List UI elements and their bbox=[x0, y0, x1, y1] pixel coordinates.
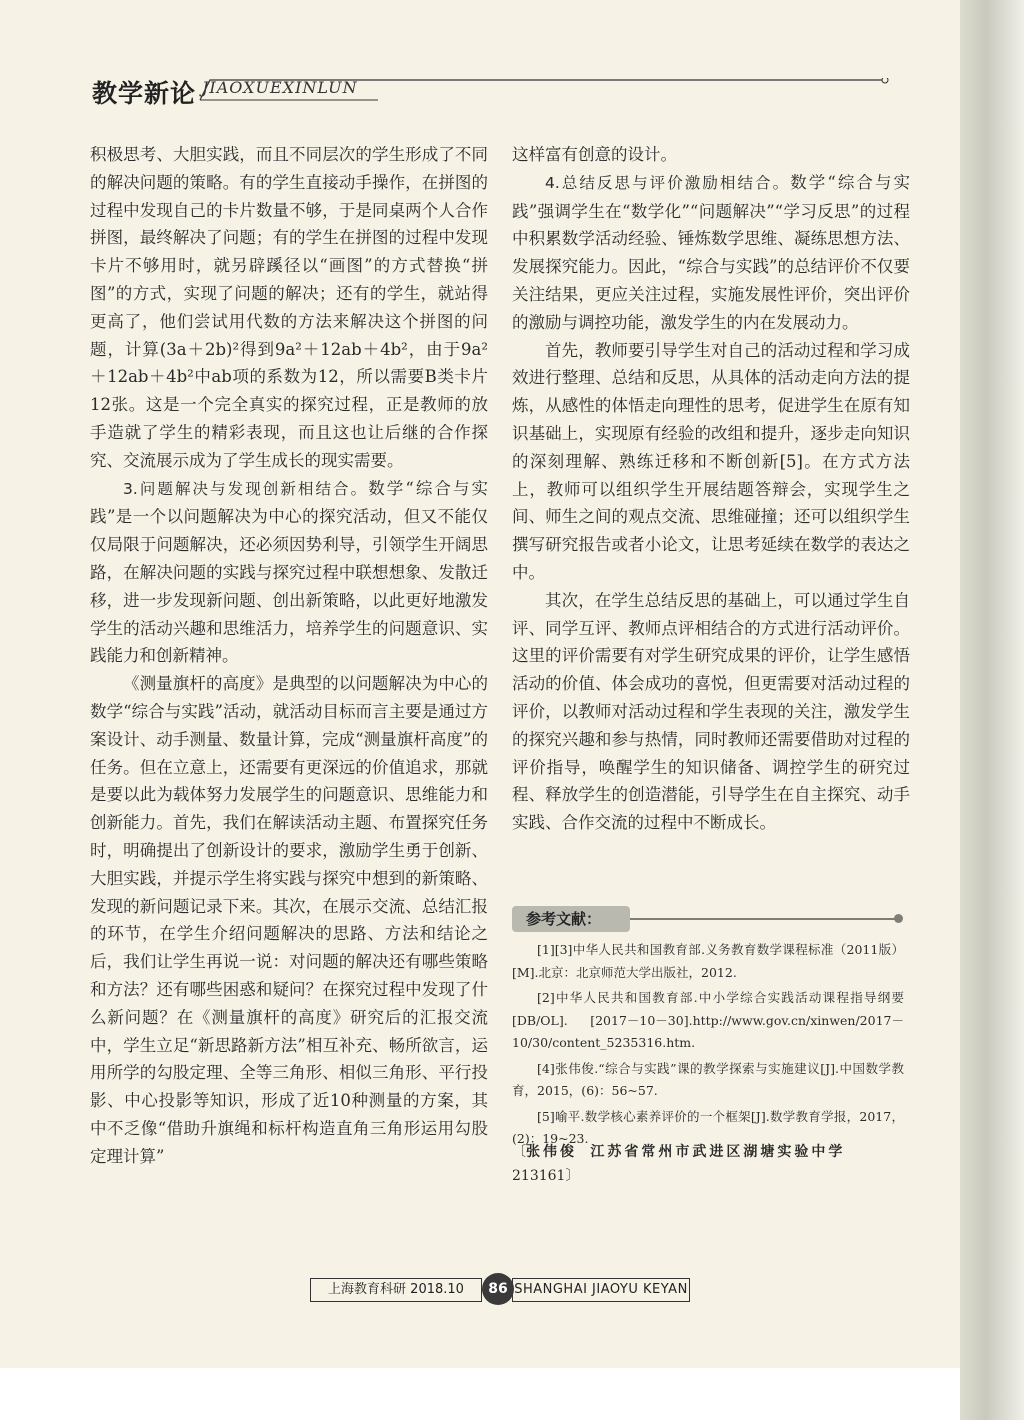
author-name: 张伟俊 bbox=[526, 1144, 577, 1160]
paragraph: 《测量旗杆的高度》是典型的以问题解决为中心的数学“综合与实践”活动，就活动目标而言主要是通过方案设计、动手测量、数量计算，完成“测量旗杆高度”的任务。但在立意上，还需要有更深远的价值追求，那就是要以此为载体努力发展学生的问题意识、思维能力和创新能力。首先，我们在解读活动主题、布置探究任务时，明确提出了创新设计的要求，激励学生勇于创新、大胆实践，并提示学生将实践与探究中想到的新策略、发现的新问题记录下来。其次，在展示交流、总结汇报的环节，在学生介绍问题解决的思路、方法和结论之后，我们让学生再说一说：对问题的解决还有哪些策略和方法？还有哪些困惑和疑问？在探究过程中发现了什么新问题？在《测量旗杆的高度》研究后的汇报交流中，学生立足“新思路新方法”相互补充、畅所欲言，运用所学的勾股定理、全等三角形、相似三角形、平行投影、中心投影等知识，形成了近10种测量的方案，其中不乏像“借助升旗绳和标杆构造直角三角形运用勾股定理计算” bbox=[90, 674, 488, 1166]
book-spine bbox=[960, 0, 1024, 1420]
right-column bbox=[512, 141, 910, 837]
paragraph: 3.问题解决与发现创新相结合。数学“综合与实践”是一个以问题解决为中心的探究活动，但又不能仅仅局限于问题解决，还必须因势利导，引领学生开阔思路，在解决问题的实践与探究过程中联想想象、发散迁移，进一步发现新问题、创出新策略，以此更好地激发学生的活动兴趣和思维活力，培养学生的问题意识、实践能力和创新精神。 bbox=[90, 478, 489, 666]
reference-item: [2]中华人民共和国教育部.中小学综合实践活动课程指导纲要 [DB/OL]. [2017－10－30].http://www.gov.cn/xinwen/2017－10/30/content_5235316.htm. bbox=[512, 990, 904, 1050]
references-list bbox=[512, 939, 904, 1154]
paragraph: 4.总结反思与评价激励相结合。数学“综合与实践”强调学生在“数学化”“问题解决”“学习反思”的过程中积累数学活动经验、锤炼数学思维、凝练思想方法、发展探究能力。因此，“综合与实践”的总结评价不仅要关注结果，更应关注过程，实施发展性评价，突出评价的激励与调控功能，激发学生的内在发展动力。 bbox=[512, 172, 911, 332]
paragraph: 其次，在学生总结反思的基础上，可以通过学生自评、同学互评、教师点评相结合的方式进行活动评价。这里的评价需要有对学生研究成果的评价，让学生感悟活动的价值、体会成功的喜悦，但更需要对活动过程的评价，以教师对活动过程和学生表现的关注，激发学生的探究兴趣和参与热情，同时教师还需要借助对过程的评价指导，唤醒学生的知识储备、调控学生的研究过程、释放学生的创造潜能，引导学生在自主探究、动手实践、合作交流的过程中不断成长。 bbox=[512, 590, 910, 833]
footer-journal-en: SHANGHAI JIAOYU KEYAN bbox=[512, 1278, 690, 1302]
references-rule bbox=[630, 918, 898, 920]
author-affiliation: 江苏省常州市武进区湖塘实验中学 bbox=[590, 1144, 846, 1160]
author-postcode: 213161 bbox=[512, 1168, 566, 1184]
subheading: 3.问题解决与发现创新相结合。 bbox=[123, 479, 369, 498]
subheading: 4.总结反思与评价激励相结合。 bbox=[545, 173, 791, 192]
section-title: 教学新论 bbox=[92, 79, 197, 108]
footer-journal-cn: 上海教育科研 2018.10 bbox=[310, 1278, 482, 1302]
left-column bbox=[90, 141, 488, 1170]
reference-item: [5]喻平.数学核心素养评价的一个框架[J].数学教育学报，2017，(2)：19~23. bbox=[512, 1108, 904, 1146]
paragraph: 积极思考、大胆实践，而且不同层次的学生形成了不同的解决问题的策略。有的学生直接动手操作，在拼图的过程中发现自己的卡片数量不够，于是同桌两个人合作拼图，最终解决了问题；有的学生在拼图的过程中发现卡片不够用时，就另辟蹊径以“画图”的方式替换“拼图”的方式，实现了问题的解决；还有的学生，就站得更高了，他们尝试用代数的方法来解决这个拼图的问题，计算(3a＋2b)²得到9a²＋12ab＋4b²，由于9a²＋12ab＋4b²中ab项的系数为12，所以需要B类卡片12张。这是一个完全真实的探究过程，正是教师的放手造就了学生的精彩表现，而且这也让后继的合作探究、交流展示成为了学生成长的现实需要。 bbox=[90, 145, 488, 470]
paragraph: 首先，教师要引导学生对自己的活动过程和学习成效进行整理、总结和反思，从具体的活动走向方法的提炼，从感性的体悟走向理性的思考，促进学生在原有知识基础上，实现原有经验的改组和提升，逐步走向知识的深刻理解、熟练迁移和不断创新[5]。在方式方法上，教师可以组织学生开展结题答辩会，实现学生之间、师生之间的观点交流、思维碰撞；还可以组织学生撰写研究报告或者小论文，让思考延续在数学的表达之中。 bbox=[512, 340, 910, 582]
page-number: 86 bbox=[482, 1273, 514, 1305]
author-block: 〔张伟俊 江苏省常州市武进区湖塘实验中学 213161〕 bbox=[512, 1144, 846, 1184]
reference-item: [4]张伟俊.“综合与实践”课的教学探索与实施建议[J].中国数学教育，2015，(6)：56~57. bbox=[512, 1060, 904, 1098]
reference-item: [1][3]中华人民共和国教育部.义务教育数学课程标准（2011版）[M].北京：北京师范大学出版社，2012. bbox=[512, 942, 904, 980]
paragraph: 这样富有创意的设计。 bbox=[512, 145, 677, 164]
references-dot bbox=[894, 914, 903, 923]
section-subtitle: JIAOXUEXINLUN bbox=[202, 78, 358, 97]
references-label: 参考文献： bbox=[512, 906, 630, 932]
